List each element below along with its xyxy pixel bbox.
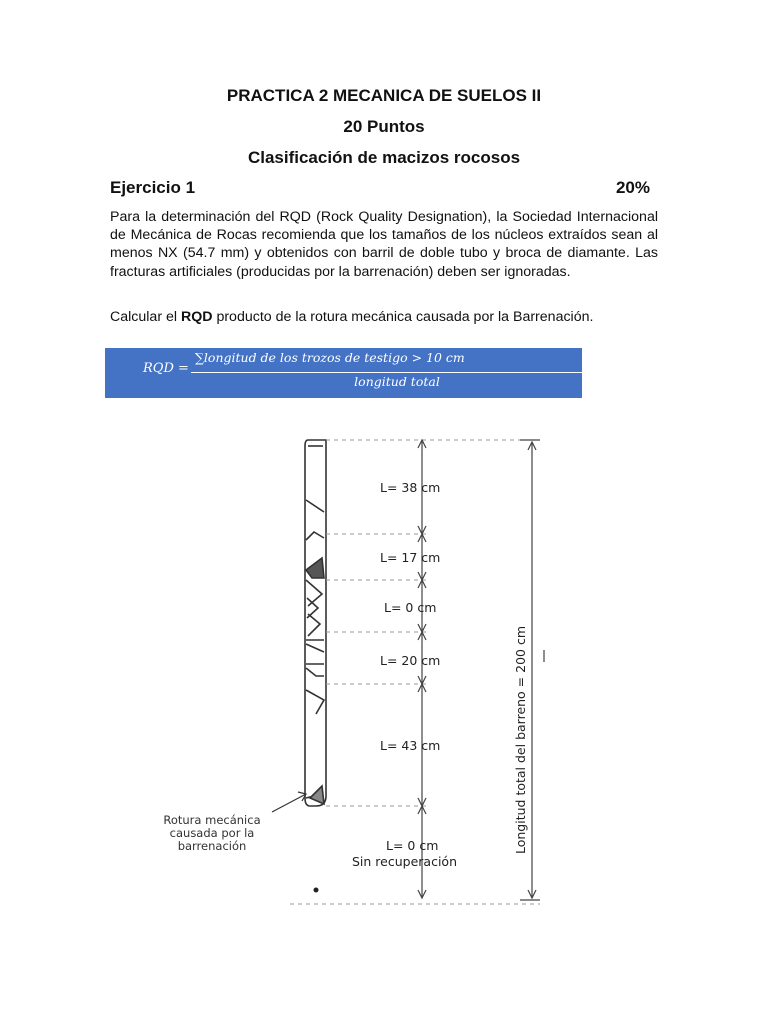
segment-label-3: L= 0 cm xyxy=(384,600,437,615)
core-body xyxy=(305,440,326,806)
intro-paragraph: Para la determinación del RQD (Rock Quality Designation), la Sociedad Internacional de Mecánica de Rocas recomienda que los tamaños de los núcleos extraídos sean al menos NX (54.7 mm) y obtenidos con barril de doble tubo y broca de diamante. Las fracturas artificiales (producidas por la barrenación) deben ser ignoradas. xyxy=(110,209,658,280)
total-length-label: Longitud total del barreno = 200 cm xyxy=(513,625,528,855)
formula-numerator: ∑longitud de los trozos de testigo > 10 cm xyxy=(195,350,465,365)
segment-label-1: L= 38 cm xyxy=(380,480,441,495)
segment-label-6: L= 0 cm xyxy=(386,838,439,853)
callout-line-1: Rotura mecánica xyxy=(163,813,261,827)
core-sample-diagram xyxy=(100,428,580,918)
calc-bold: RQD xyxy=(180,309,213,325)
division-lines xyxy=(290,440,540,904)
formula-denominator: longitud total xyxy=(354,374,440,389)
bottom-marker xyxy=(314,888,319,893)
no-recovery-label: Sin recuperación xyxy=(352,854,457,869)
segment-label-4: L= 20 cm xyxy=(380,653,441,668)
subtitle: Clasificación de macizos rocosos xyxy=(247,148,521,167)
exercise-header xyxy=(110,178,650,198)
exercise-label: Ejercicio 1 xyxy=(110,178,196,197)
callout-line-3: barrenación xyxy=(177,839,247,853)
rqd-formula-box xyxy=(105,348,632,398)
calc-suffix: producto de la rotura mecánica causada por la Barrenación. xyxy=(212,309,594,325)
points-label: 20 Puntos xyxy=(343,117,425,136)
segment-label-2: L= 17 cm xyxy=(380,550,441,565)
exercise-weight: 20% xyxy=(615,178,650,197)
calc-instruction xyxy=(110,309,670,325)
formula-multiplier: × 100 xyxy=(607,361,632,391)
callout-line-2: causada por la xyxy=(169,826,255,840)
calc-prefix: Calcular el xyxy=(110,309,181,325)
segment-dimension-line xyxy=(418,440,426,898)
callout-arrow xyxy=(272,792,306,812)
fraction-bar xyxy=(191,372,603,373)
formula-lhs: RQD = xyxy=(143,361,189,376)
segment-label-5: L= 43 cm xyxy=(380,738,441,753)
page-title: PRACTICA 2 MECANICA DE SUELOS II xyxy=(226,86,542,105)
